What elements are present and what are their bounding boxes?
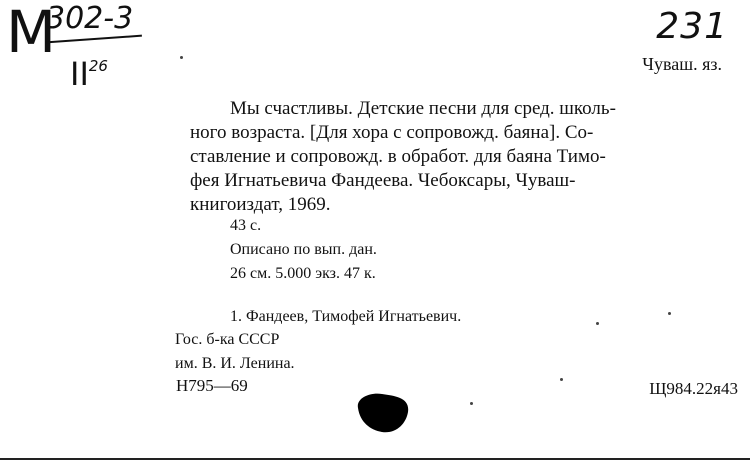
shelfmark-line1: 302-3 <box>46 1 134 36</box>
card-bottom-edge <box>0 458 750 460</box>
speck <box>180 56 183 59</box>
language-note: Чуваш. яз. <box>642 54 722 74</box>
description-line-3: ставление и сопровожд. в обработ. для баяна Тимо- <box>190 146 606 167</box>
shelfmark-line2-sup: 26 <box>88 57 108 75</box>
card-number: Н795—69 <box>176 376 248 395</box>
description-line-5: книгоиздат, 1969. <box>190 194 331 215</box>
speck <box>470 402 473 405</box>
classification-code: Щ984.22я43 <box>649 379 738 398</box>
speck <box>560 378 563 381</box>
speck <box>596 322 599 325</box>
shelfmark-line2-main: II <box>70 55 89 93</box>
inventory-number: 231 <box>656 6 728 47</box>
library-line-2: им. В. И. Ленина. <box>175 355 295 372</box>
shelfmark-line2 <box>70 48 108 92</box>
collation-pages: 43 с. <box>230 217 262 234</box>
collation-size-copies-price: 26 см. 5.000 экз. 47 к. <box>230 265 376 282</box>
speck <box>668 312 671 315</box>
description-line-4: фея Игнатьевича Фандеева. Чебоксары, Чуваш- <box>190 170 576 191</box>
ink-blot <box>352 388 414 436</box>
tracing-entry: 1. Фандеев, Тимофей Игнатьевич. <box>230 308 462 325</box>
shelfmark-letter: M <box>6 0 55 66</box>
library-line-1: Гос. б-ка СССР <box>175 331 280 348</box>
collation-cataloged-note: Описано по вып. дан. <box>230 241 377 258</box>
description-line-2: ного возраста. [Для хора с сопровожд. баяна]. Со- <box>190 122 594 143</box>
description-line-1: Мы счастливы. Детские песни для сред. школь- <box>230 98 616 119</box>
